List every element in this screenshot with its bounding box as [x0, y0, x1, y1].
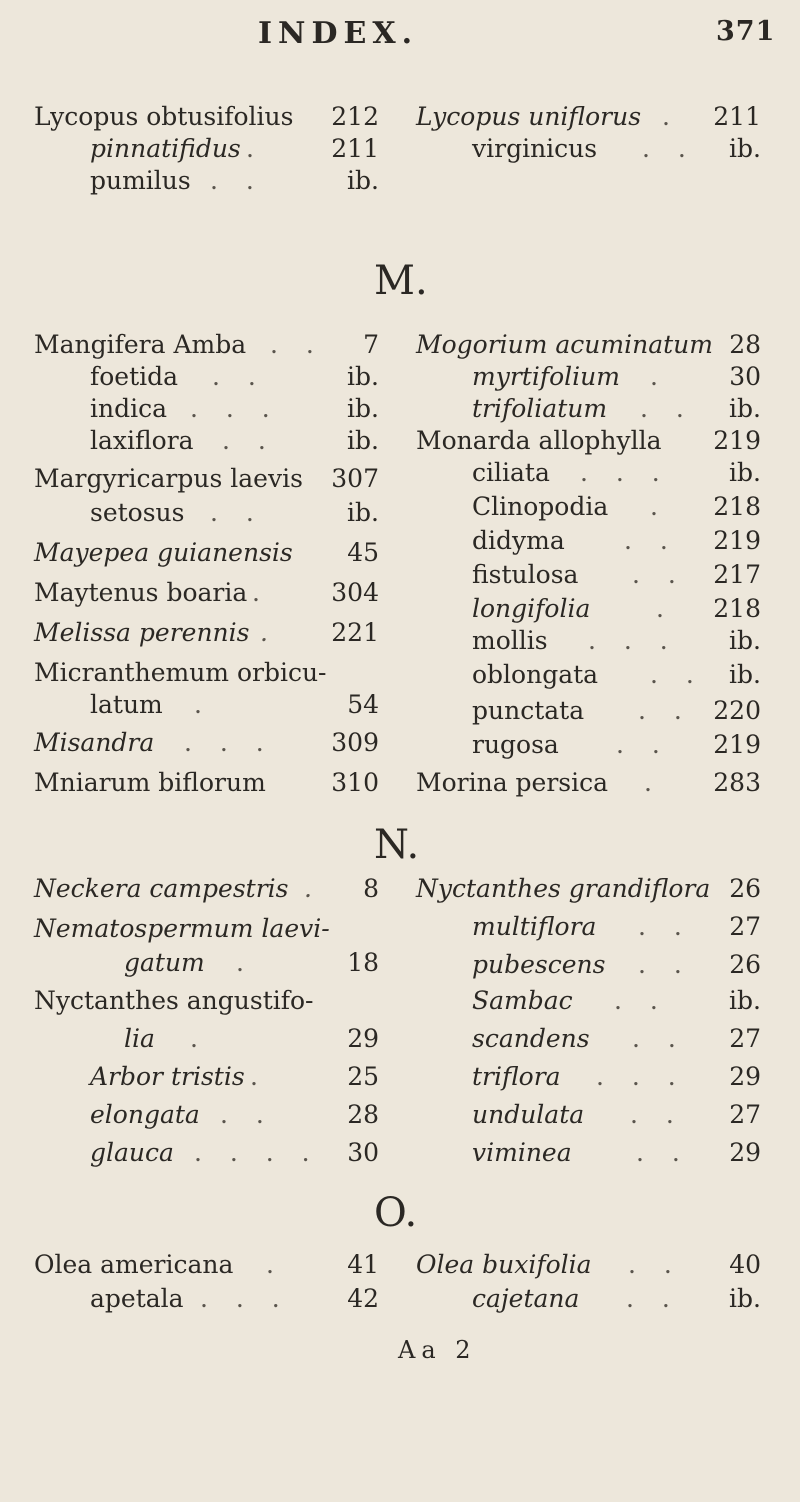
- index-entry: punctata . . 220: [416, 694, 761, 728]
- index-entry: [34, 912, 379, 946]
- index-entry: didyma . . 219: [416, 524, 761, 558]
- index-entry: oblongata . . ib.: [416, 658, 761, 692]
- entry-page: 29: [729, 1062, 761, 1091]
- entry-page: 25: [347, 1062, 379, 1091]
- index-entry: [34, 462, 379, 496]
- entry-page: 28: [729, 330, 761, 359]
- index-entry: Misandra . . . 309: [34, 726, 379, 760]
- entry-page: 40: [729, 1250, 761, 1279]
- entry-name: Monarda allophylla: [416, 426, 662, 455]
- index-entry: Olea americana . 41: [34, 1248, 379, 1282]
- index-entry: rugosa . . 219: [416, 728, 761, 762]
- entry-page: 30: [347, 1138, 379, 1167]
- entry-page: 29: [347, 1024, 379, 1053]
- entry-name: scandens: [472, 1024, 590, 1053]
- entry-name: rugosa: [472, 730, 559, 759]
- entry-page: 283: [713, 768, 761, 797]
- entry-page: ib.: [729, 458, 761, 487]
- index-entry: multiflora . . 27: [416, 910, 761, 944]
- index-entry: setosus . . ib.: [34, 496, 379, 530]
- entry-page: ib.: [729, 1284, 761, 1313]
- index-entry: pumilus . . ib.: [34, 164, 379, 198]
- entry-name: lia: [124, 1024, 155, 1053]
- entry-page: ib.: [347, 362, 379, 391]
- page-header-title: INDEX.: [258, 16, 419, 51]
- entry-page: 27: [729, 1024, 761, 1053]
- entry-page: 30: [729, 362, 761, 391]
- entry-page: ib.: [729, 394, 761, 423]
- entry-name: glauca: [90, 1138, 174, 1167]
- index-entry: fistulosa . . 217: [416, 558, 761, 592]
- entry-page: 27: [729, 1100, 761, 1129]
- entry-page: 219: [713, 426, 761, 455]
- entry-name: mollis: [472, 626, 548, 655]
- index-entry: virginicus . . ib.: [416, 132, 761, 166]
- entry-page: 309: [331, 728, 379, 757]
- entry-name: laxiflora: [90, 426, 194, 455]
- entry-name: gatum: [124, 948, 205, 977]
- index-entry: scandens . . 27: [416, 1022, 761, 1056]
- entry-page: 211: [331, 134, 379, 163]
- section-letter-n: N.: [374, 822, 420, 868]
- entry-name: myrtifolium: [472, 362, 620, 391]
- index-entry: [34, 100, 379, 134]
- entry-page: 27: [729, 912, 761, 941]
- entry-name: Nyctanthes angustifo-: [34, 986, 314, 1015]
- index-entry: Melissa perennis . 221: [34, 616, 379, 650]
- entry-name: Micranthemum orbicu-: [34, 658, 327, 687]
- entry-name: punctata: [472, 696, 585, 725]
- entry-page: 212: [331, 102, 379, 131]
- entry-name: Nyctanthes grandiflora: [416, 874, 711, 903]
- entry-name: Morina persica: [416, 768, 609, 797]
- index-entry: apetala . . . 42: [34, 1282, 379, 1316]
- index-entry: pubescens . . 26: [416, 948, 761, 982]
- page-number: 371: [716, 16, 776, 47]
- entry-name: Mniarum biflorum: [34, 768, 266, 797]
- entry-name: Olea americana: [34, 1250, 234, 1279]
- entry-name: undulata: [472, 1100, 585, 1129]
- index-entry: pinnatifidus . 211: [34, 132, 379, 166]
- entry-page: 7: [363, 330, 379, 359]
- index-entry: [34, 536, 379, 570]
- index-entry: [416, 872, 761, 906]
- entry-page: ib.: [347, 394, 379, 423]
- entry-name: Nematospermum laevi-: [34, 914, 330, 943]
- entry-name: Arbor tristis: [90, 1062, 245, 1091]
- entry-page: 41: [347, 1250, 379, 1279]
- index-entry: Maytenus boaria . 304: [34, 576, 379, 610]
- index-entry: lia . 29: [34, 1022, 379, 1056]
- entry-page: 217: [713, 560, 761, 589]
- entry-page: 26: [729, 950, 761, 979]
- index-entry: cajetana . . ib.: [416, 1282, 761, 1316]
- entry-name: Lycopus obtusifolius: [34, 102, 294, 131]
- entry-name: longifolia: [472, 594, 591, 623]
- entry-name: Clinopodia: [472, 492, 609, 521]
- entry-name: oblongata: [472, 660, 599, 689]
- entry-name: trifoliatum: [472, 394, 608, 423]
- index-entry: [416, 424, 761, 458]
- entry-name: indica: [90, 394, 168, 423]
- index-entry: Lycopus uniflorus . 211: [416, 100, 761, 134]
- entry-name: Margyricarpus laevis: [34, 464, 303, 493]
- index-entry: longifolia . 218: [416, 592, 761, 626]
- index-entry: [416, 328, 761, 362]
- entry-name: Lycopus uniflorus: [416, 102, 642, 131]
- entry-page: 310: [331, 768, 379, 797]
- entry-name: foetida: [90, 362, 179, 391]
- entry-name: Neckera campestris: [34, 874, 289, 903]
- entry-name: Mayepea guianensis: [34, 538, 293, 567]
- entry-name: Misandra: [34, 728, 155, 757]
- entry-name: virginicus: [472, 134, 598, 163]
- entry-page: ib.: [347, 498, 379, 527]
- entry-name: multiflora: [472, 912, 597, 941]
- index-entry: Sambac . . ib.: [416, 984, 761, 1018]
- entry-name: latum: [90, 690, 163, 719]
- entry-page: 18: [347, 948, 379, 977]
- index-entry: foetida . . ib.: [34, 360, 379, 394]
- index-entry: gatum . 18: [34, 946, 379, 980]
- entry-page: ib.: [729, 134, 761, 163]
- entry-name: apetala: [90, 1284, 184, 1313]
- index-entry: indica . . . ib.: [34, 392, 379, 426]
- index-entry: laxiflora . . ib.: [34, 424, 379, 458]
- index-entry: [34, 656, 379, 690]
- entry-page: 8: [363, 874, 379, 903]
- index-entry: Arbor tristis . 25: [34, 1060, 379, 1094]
- index-entry: glauca . . . . 30: [34, 1136, 379, 1170]
- entry-name: Maytenus boaria: [34, 578, 248, 607]
- entry-page: ib.: [729, 986, 761, 1015]
- entry-name: Olea buxifolia: [416, 1250, 592, 1279]
- entry-name: fistulosa: [472, 560, 579, 589]
- entry-name: pumilus: [90, 166, 191, 195]
- entry-page: 42: [347, 1284, 379, 1313]
- entry-page: ib.: [729, 660, 761, 689]
- index-entry: Neckera campestris . 8: [34, 872, 379, 906]
- entry-name: Mangifera Amba: [34, 330, 247, 359]
- entry-name: Melissa perennis: [34, 618, 250, 647]
- index-entry: myrtifolium . 30: [416, 360, 761, 394]
- index-entry: viminea . . 29: [416, 1136, 761, 1170]
- entry-page: 219: [713, 730, 761, 759]
- index-entry: latum . 54: [34, 688, 379, 722]
- entry-page: 29: [729, 1138, 761, 1167]
- entry-page: 218: [713, 594, 761, 623]
- entry-page: 28: [347, 1100, 379, 1129]
- index-entry: ciliata . . . ib.: [416, 456, 761, 490]
- index-entry: [34, 984, 379, 1018]
- entry-page: 211: [713, 102, 761, 131]
- entry-page: 220: [713, 696, 761, 725]
- entry-name: ciliata: [472, 458, 550, 487]
- entry-name: didyma: [472, 526, 565, 555]
- entry-page: 307: [331, 464, 379, 493]
- signature-mark: Aa 2: [398, 1336, 477, 1364]
- entry-page: 45: [347, 538, 379, 567]
- index-entry: elongata . . 28: [34, 1098, 379, 1132]
- entry-page: 219: [713, 526, 761, 555]
- index-entry: Olea buxifolia . . 40: [416, 1248, 761, 1282]
- index-entry: Mangifera Amba . . 7: [34, 328, 379, 362]
- index-entry: Clinopodia . 218: [416, 490, 761, 524]
- entry-name: triflora: [472, 1062, 561, 1091]
- index-entry: Morina persica . 283: [416, 766, 761, 800]
- entry-page: 54: [347, 690, 379, 719]
- entry-name: viminea: [472, 1138, 572, 1167]
- entry-page: ib.: [347, 166, 379, 195]
- entry-name: elongata: [90, 1100, 200, 1129]
- entry-page: 304: [331, 578, 379, 607]
- entry-name: cajetana: [472, 1284, 580, 1313]
- section-letter-m: M.: [374, 258, 428, 304]
- entry-name: pubescens: [472, 950, 606, 979]
- index-entry: mollis . . . ib.: [416, 624, 761, 658]
- index-entry: undulata . . 27: [416, 1098, 761, 1132]
- entry-name: pinnatifidus: [90, 134, 241, 163]
- index-entry: trifoliatum . . ib.: [416, 392, 761, 426]
- entry-name: Mogorium acuminatum: [416, 330, 713, 359]
- entry-page: ib.: [729, 626, 761, 655]
- index-entry: triflora . . . 29: [416, 1060, 761, 1094]
- index-entry: [34, 766, 379, 800]
- entry-page: 221: [331, 618, 379, 647]
- entry-name: Sambac: [472, 986, 573, 1015]
- entry-page: ib.: [347, 426, 379, 455]
- entry-name: setosus: [90, 498, 185, 527]
- entry-page: 218: [713, 492, 761, 521]
- section-letter-o: O.: [374, 1190, 418, 1236]
- entry-page: 26: [729, 874, 761, 903]
